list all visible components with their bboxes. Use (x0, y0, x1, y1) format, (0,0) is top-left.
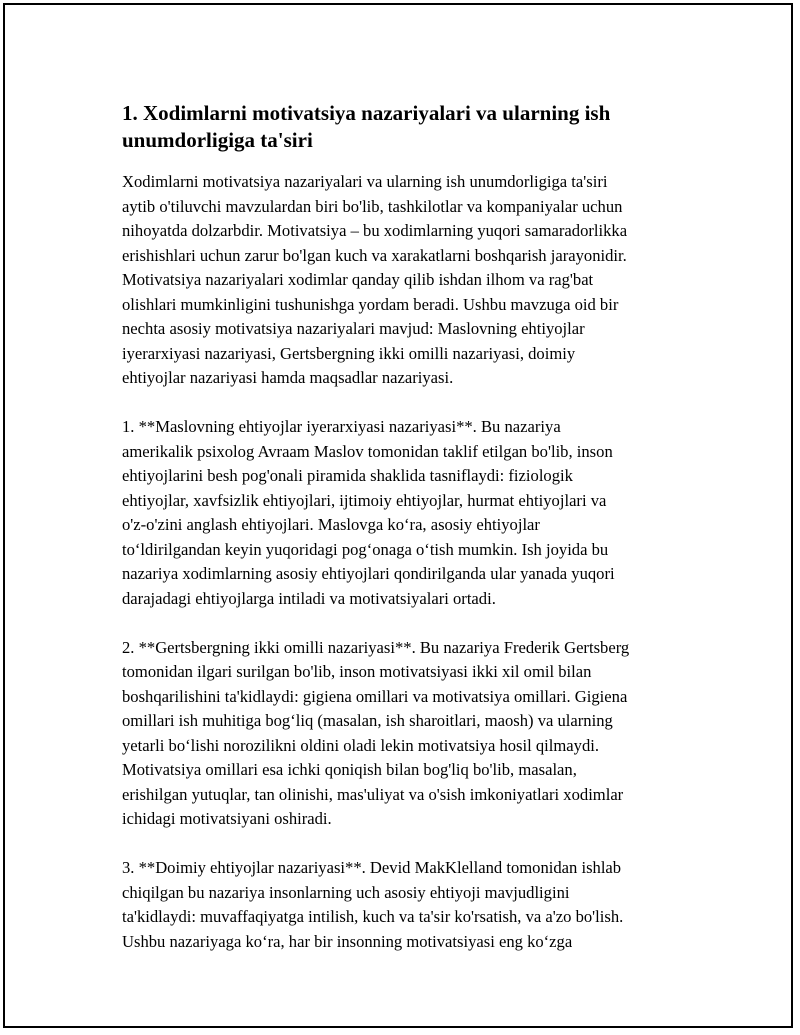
text-line: to‘ldirilgandan keyin yuqoridagi pog‘onaga o‘tish mumkin. Ish joyida bu (122, 539, 609, 559)
text-line: 2. **Gertsbergning ikki omilli nazariyasi**. Bu nazariya Frederik Gertsberg (122, 637, 630, 657)
text-line: chiqilgan bu nazariya insonlarning uch asosiy ehtiyoji mavjudligini (122, 882, 570, 902)
text-line: nechta asosiy motivatsiya nazariyalari mavjud: Maslovning ehtiyojlar (122, 319, 585, 338)
mcclelland-paragraph (122, 856, 692, 954)
text-line: darajadagi ehtiyojlarga intiladi va motivatsiyalari ortadi. (122, 588, 496, 608)
herzberg-paragraph (122, 636, 692, 832)
text-line: 3. **Doimiy ehtiyojlar nazariyasi**. Devid MakKlelland tomonidan ishlab (122, 858, 622, 877)
text-line: erishilgan yutuqlar, tan olinishi, mas'uliyat va o'sish imkoniyatlari xodimlar (122, 784, 624, 804)
text-line: nazariya xodimlarning asosiy ehtiyojlari qondirilganda ular yanada yuqori (122, 564, 615, 583)
text-line: aytib o'tiluvchi mavzulardan biri bo'lib, tashkilotlar va kompaniyalar uchun (122, 196, 623, 216)
section-title-line: unumdorligiga ta'siri (122, 128, 313, 152)
text-line: olishlari mumkinligini tushunishga yordam beradi. Ushbu mavzuga oid bir (122, 294, 619, 314)
text-line: tomonidan ilgari surilgan bo'lib, inson motivatsiyasi ikki xil omil bilan (122, 662, 592, 681)
text-line: yetarli bo‘lishi norozilikni oldini oladi lekin motivatsiya hosil qilmaydi. (122, 735, 600, 755)
text-line: ehtiyojlar, xavfsizlik ehtiyojlari, ijtimoiy ehtiyojlar, hurmat ehtiyojlari va (122, 490, 607, 510)
document-body (122, 100, 692, 979)
text-line: iyerarxiyasi nazariyasi, Gertsbergning ikki omilli nazariyasi, doimiy (122, 343, 576, 363)
text-line: amerikalik psixolog Avraam Maslov tomonidan taklif etilgan bo'lib, inson (122, 441, 613, 461)
section-title (122, 100, 692, 154)
document-page (3, 3, 793, 1028)
text-line: 1. **Maslovning ehtiyojlar iyerarxiyasi nazariyasi**. Bu nazariya (122, 417, 561, 436)
text-line: nihoyatda dolzarbdir. Motivatsiya – bu xodimlarning yuqori samaradorlikka (122, 221, 628, 240)
section-title-line: 1. Xodimlarni motivatsiya nazariyalari va ularning ish (122, 101, 611, 125)
text-line: Motivatsiya nazariyalari xodimlar qanday qilib ishdan ilhom va rag'bat (122, 270, 594, 289)
text-line: Ushbu nazariyaga ko‘ra, har bir insonning motivatsiyasi eng ko‘zga (122, 931, 573, 951)
text-line: ta'kidlaydi: muvaffaqiyatga intilish, kuch va ta'sir ko'rsatish, va a'zo bo'lish. (122, 907, 624, 926)
text-line: boshqarilishini ta'kidlaydi: gigiena omillari va motivatsiya omillari. Gigiena (122, 686, 628, 706)
text-line: ehtiyojlarini besh pog'onali piramida shaklida tasniflaydi: fiziologik (122, 466, 573, 485)
text-line: ichidagi motivatsiyani oshiradi. (122, 809, 332, 828)
intro-paragraph (122, 170, 692, 391)
text-line: omillari ish muhitiga bog‘liq (masalan, ish sharoitlari, maosh) va ularning (122, 711, 613, 730)
text-line: erishishlari uchun zarur bo'lgan kuch va xarakatlarni boshqarish jarayonidir. (122, 245, 627, 265)
text-line: Xodimlarni motivatsiya nazariyalari va ularning ish unumdorligiga ta'siri (122, 172, 608, 191)
text-line: o'z-o'zini anglash ehtiyojlari. Maslovga ko‘ra, asosiy ehtiyojlar (122, 515, 540, 534)
text-line: Motivatsiya omillari esa ichki qoniqish bilan bog'liq bo'lib, masalan, (122, 760, 577, 779)
maslow-paragraph (122, 415, 692, 611)
text-line: ehtiyojlar nazariyasi hamda maqsadlar nazariyasi. (122, 368, 454, 387)
